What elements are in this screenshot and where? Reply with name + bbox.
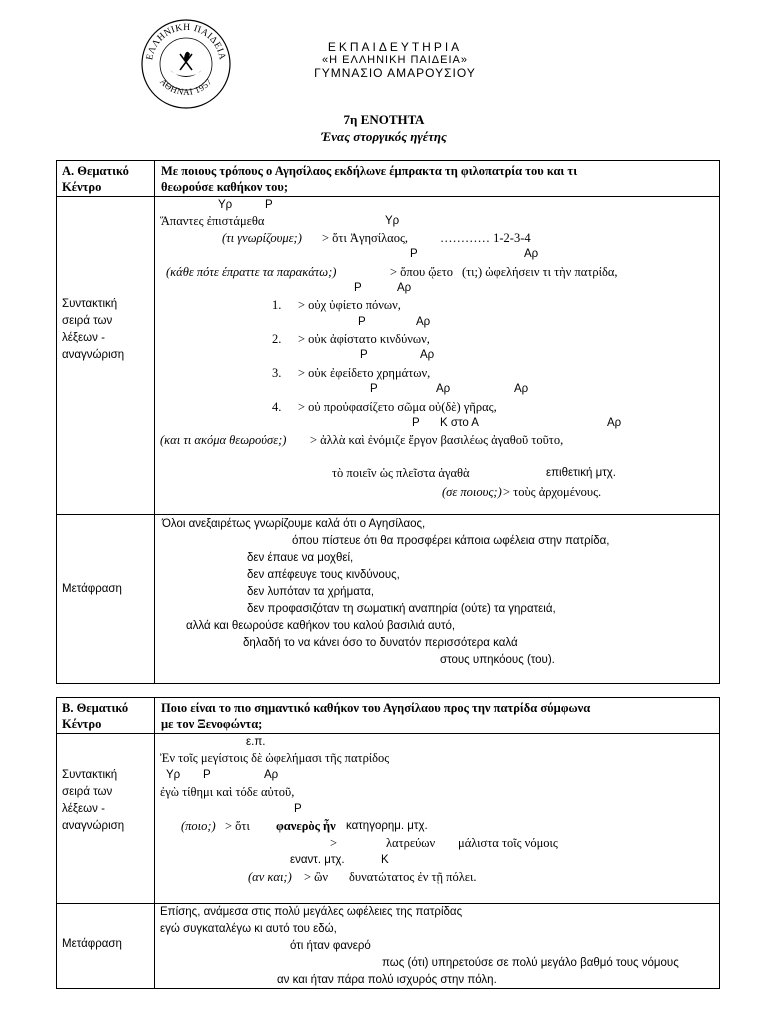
- annot: Υρ: [385, 215, 400, 227]
- syntax-label-b-4: αναγνώριση: [62, 820, 125, 832]
- translation-line: αλλά και θεωρούσε καθήκον του καλού βασιλιά αυτό,: [186, 620, 456, 632]
- greek-line: > οὐκ ἀφίστατο κινδύνων,: [298, 332, 430, 346]
- annot: Υρ: [166, 769, 181, 781]
- annot: Ρ: [294, 803, 302, 815]
- translation-line: δεν έπαυε να μοχθεί,: [247, 552, 354, 564]
- translation-line: στους υπηκόους (του).: [440, 654, 555, 666]
- translation-line: δεν απέφευγε τους κινδύνους,: [247, 569, 400, 581]
- annot: ε.π.: [246, 736, 266, 748]
- school-line-3: ΓΥΜΝΑΣΙΟ ΑΜΑΡΟΥΣΙΟΥ: [314, 66, 476, 80]
- question: (κάθε πότε έπραττε τα παρακάτω;): [166, 265, 337, 279]
- annot: Ρ: [358, 316, 366, 328]
- annot: Αρ: [416, 316, 431, 328]
- translation-line: Επίσης, ανάμεσα στις πολύ μεγάλες ωφέλειες της πατρίδας: [160, 906, 463, 918]
- section-a-label-1: Α. Θεματικό: [62, 164, 129, 178]
- greek-line: Ἐν τοῖς μεγίστοις δὲ ὠφελήμασι τῆς πατρίδος: [160, 751, 390, 765]
- question: (τι γνωρίζουμε;): [222, 231, 302, 245]
- school-logo: [140, 18, 232, 110]
- annot: Αρ: [514, 383, 529, 395]
- annot: Κ: [381, 854, 389, 866]
- annot: Κ στο Α: [440, 417, 479, 429]
- greek-line: > ὅπου ᾤετο: [390, 265, 454, 279]
- question: (και τι ακόμα θεωρούσε;): [160, 433, 287, 447]
- greek-line: > ὢν: [304, 870, 329, 884]
- greek-line: > ὅτι Ἀγησίλαος,: [322, 231, 409, 245]
- translation-line: δεν λυπόταν τα χρήματα,: [247, 586, 375, 598]
- syntax-label-a-2: σειρά των: [62, 315, 113, 327]
- section-a-question-1: Με ποιους τρόπους ο Αγησίλαος εκδήλωνε έμπρακτα τη φιλοπατρία του και τι: [161, 164, 578, 178]
- greek-line: > τοὺς ἀρχομένους.: [503, 485, 602, 499]
- greek-line: (τι;) ὠφελήσειν τι τὴν πατρίδα,: [462, 265, 618, 279]
- greek-line: μάλιστα τοῖς νόμοις: [458, 836, 558, 850]
- question: (ποιο;): [181, 819, 216, 833]
- greek-line: > ὅτι: [225, 819, 250, 833]
- section-b-label-2: Κέντρο: [62, 717, 102, 731]
- translation-line: δηλαδή το να κάνει όσο το δυνατόν περισσότερα καλά: [243, 637, 518, 649]
- annot: επιθετική μτχ.: [546, 467, 616, 479]
- translation-line: Όλοι ανεξαιρέτως γνωρίζουμε καλά ότι ο Αγησίλαος,: [162, 518, 426, 530]
- list-num: 3.: [272, 366, 282, 380]
- greek-line: τὸ ποιεῖν ὡς πλεῖστα ἀγαθὰ: [332, 466, 470, 480]
- annot: Ρ: [412, 417, 420, 429]
- logo-arc-text: ΕΛΛΗΝΙΚΗ ΠΑΙΔΕΙΑ: [145, 22, 227, 62]
- syntax-label-a-1: Συντακτική: [62, 298, 118, 310]
- annot: Ρ: [354, 282, 362, 294]
- question: (αν και;): [248, 870, 292, 884]
- section-a-question-2: θεωρούσε καθήκον του;: [161, 180, 289, 194]
- unit-subtitle: Ένας στοργικός ηγέτης: [321, 129, 447, 144]
- school-name-block: [300, 40, 490, 80]
- greek-line: φανερὸς ἦν: [276, 819, 336, 833]
- section-b-question-1: Ποιο είναι το πιο σημαντικό καθήκον του Αγησίλαου προς την πατρίδα σύμφωνα: [161, 701, 591, 715]
- annot: Ρ: [410, 248, 418, 260]
- syntax-label-b-2: σειρά των: [62, 786, 113, 798]
- annot: κατηγορημ. μτχ.: [346, 820, 428, 832]
- logo-bottom-text: ΑΘΗΝΑΙ 1957: [157, 76, 214, 98]
- greek-line: ἐγὼ τίθημι καὶ τόδε αὐτοῦ,: [160, 785, 295, 799]
- list-num: 2.: [272, 332, 282, 346]
- section-b-label-1: Β. Θεματικό: [62, 701, 129, 715]
- school-line-1: ΕΚΠΑΙΔΕΥΤΗΡΙΑ: [327, 40, 463, 54]
- greek-line: δυνατώτατος ἐν τῇ πόλει.: [349, 870, 477, 884]
- syntax-label-a-4: αναγνώριση: [62, 349, 125, 361]
- annot: Αρ: [436, 383, 451, 395]
- greek-line: ………… 1-2-3-4: [440, 231, 531, 245]
- annot: Ρ: [265, 199, 273, 211]
- greek-line: > οὐκ ἐφείδετο χρημάτων,: [298, 366, 431, 380]
- section-b-question-2: με τον Ξενοφώντα;: [161, 717, 263, 731]
- translation-line: όπου πίστευε ότι θα προσφέρει κάποια ωφέλεια στην πατρίδα,: [292, 535, 610, 547]
- annot: Ρ: [203, 769, 211, 781]
- greek-line: > ἀλλὰ καὶ ἐνόμιζε ἔργον βασιλέως ἀγαθοῦ τοῦτο,: [310, 433, 564, 447]
- annot: Αρ: [607, 417, 622, 429]
- greek-line: > οὐ προὐφασίζετο σῶμα οὐ(δὲ) γῆρας,: [298, 400, 497, 414]
- greek-line: >: [330, 836, 338, 850]
- annot: εναντ. μτχ.: [290, 854, 345, 866]
- list-num: 4.: [272, 400, 282, 414]
- translation-label-b: Μετάφραση: [62, 938, 122, 950]
- question: (σε ποιους;): [442, 485, 502, 499]
- annot: Αρ: [264, 769, 279, 781]
- translation-line: ότι ήταν φανερό: [290, 940, 371, 952]
- annot: Αρ: [397, 282, 412, 294]
- annot: Αρ: [420, 349, 435, 361]
- syntax-label-b-1: Συντακτική: [62, 769, 118, 781]
- annot: Ρ: [360, 349, 368, 361]
- list-num: 1.: [272, 298, 282, 312]
- annot: Ρ: [370, 383, 378, 395]
- translation-line: αν και ήταν πάρα πολύ ισχυρός στην πόλη.: [277, 974, 497, 986]
- school-line-2: «Η ΕΛΛΗΝΙΚΗ ΠΑΙΔΕΙΑ»: [322, 54, 468, 66]
- annot: Υρ: [218, 199, 233, 211]
- translation-label-a: Μετάφραση: [62, 583, 122, 595]
- translation-line: εγώ συγκαταλέγω κι αυτό του εδώ,: [160, 923, 337, 935]
- syntax-label-a-3: λέξεων -: [62, 332, 105, 344]
- greek-line: Ἅπαντες ἐπιστάμεθα: [160, 214, 265, 228]
- svg-text:ΑΘΗΝΑΙ 1957: [158, 76, 214, 97]
- syntax-label-b-3: λέξεων -: [62, 803, 105, 815]
- greek-line: λατρεύων: [386, 836, 436, 850]
- annot: Αρ: [524, 248, 539, 260]
- translation-line: πως (ότι) υπηρετούσε σε πολύ μεγάλο βαθμό τους νόμους: [382, 957, 679, 969]
- section-a-label-2: Κέντρο: [62, 180, 102, 194]
- greek-line: > οὐχ ὑφίετο πόνων,: [298, 298, 401, 312]
- translation-line: δεν προφασιζόταν τη σωματική αναπηρία (ούτε) τα γηρατειά,: [247, 603, 556, 615]
- unit-title: 7η ΕΝΟΤΗΤΑ: [343, 112, 425, 127]
